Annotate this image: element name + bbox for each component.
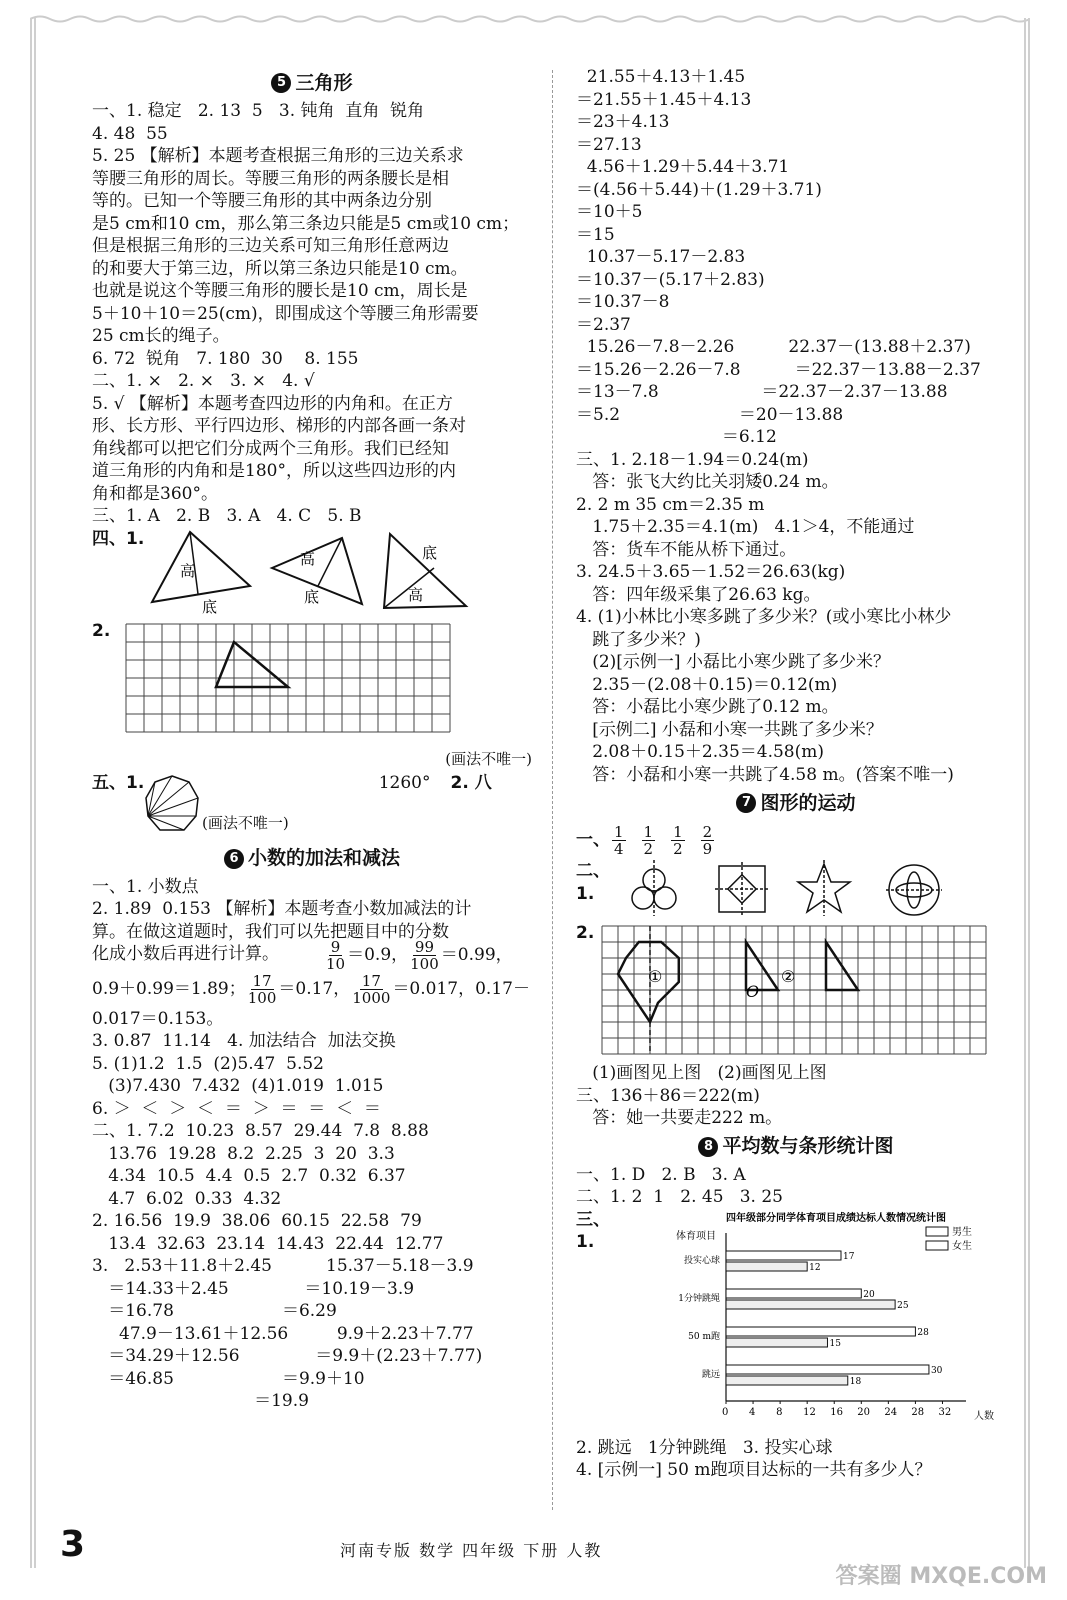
section-number-badge: 7 (736, 793, 756, 813)
fraction-17-1000: $\frac{17}{1000}$ (352, 972, 391, 1007)
section-title: 平均数与条形统计图 (722, 1135, 894, 1158)
equation-text: ＝0.17， (278, 979, 351, 1000)
text-line: 4. [示例一] 50 m跑项目达标的一共有多少人？ (576, 1460, 932, 1480)
section-7-heading (576, 786, 1016, 820)
text-line: ＝21.55＋1.45＋4.13 (576, 89, 752, 110)
text-line: 角和都是360°。 (92, 483, 218, 504)
text-line: 也就是说这个等腰三角形的腰长是10 cm，周长是 (92, 281, 468, 301)
question-label: 三、1. (576, 1209, 610, 1252)
polygon-row (92, 772, 532, 842)
text-line: ＝6.12 (576, 427, 777, 447)
bar-boys (726, 1251, 841, 1260)
text-line: 答：张飞大约比关羽矮0.24 m。 (576, 472, 839, 492)
section-6-answers-b (92, 1008, 532, 1413)
text-line: 2. 1.89 0.153 【解析】本题考查小数加减法的计 (92, 899, 472, 919)
chart-xlabel: 人数 (974, 1410, 994, 1422)
legend-label: 男生 (952, 1226, 972, 1238)
text-line: ＝15.26－2.26－7.8 ＝22.37－13.88－2.37 (576, 359, 981, 380)
legend-label: 女生 (952, 1240, 972, 1252)
bar-value-label: 28 (917, 1327, 929, 1338)
text-line: 47.9－13.61＋12.56 9.9＋2.23＋7.77 (92, 1323, 474, 1344)
shape-2-label: ② (781, 967, 796, 986)
x-tick-label: 0 (722, 1406, 729, 1418)
bar-value-label: 15 (829, 1338, 841, 1349)
text-line: 4. (1)小林比小寒多跳了多少米？(或小寒比小林少 (576, 607, 952, 627)
text-line: 3. 24.5＋3.65－1.52＝26.63(kg) (576, 562, 846, 582)
text-line: ＝15 (576, 224, 615, 245)
equation-text: ＝0.017，0.17－ (392, 979, 530, 1000)
text-line: ＝13－7.8 ＝22.37－2.37－13.88 (576, 382, 948, 402)
angle-sum: 1260° (378, 772, 431, 793)
text-line: ＝14.33＋2.45 ＝10.19－3.9 (92, 1278, 415, 1299)
text-line: 10.37－5.17－2.83 (576, 247, 746, 267)
bar-value-label: 18 (849, 1376, 862, 1387)
equation-text: ＝0.99， (440, 945, 513, 966)
text-line: 13.76 19.28 8.2 2.25 3 20 3.3 (92, 1143, 395, 1164)
text-line: 三、1. 2.18－1.94＝0.24(m) (576, 449, 809, 470)
bar-boys (726, 1289, 861, 1298)
bar-value-label: 17 (843, 1251, 855, 1262)
bar-value-label: 30 (930, 1365, 943, 1376)
text-line: 答：小磊比小寒少跳了0.12 m。 (576, 697, 839, 717)
section-8-heading (576, 1130, 1016, 1164)
text-line: 二、1. × 2. × 3. × 4. √ (92, 371, 315, 391)
text-line: 4.34 10.5 4.4 0.5 2.7 0.32 6.37 (92, 1166, 406, 1186)
tri-label-1: 高 (180, 561, 196, 580)
section-5-answers (92, 100, 532, 528)
text-line: 答：四年级采集了26.63 kg。 (576, 584, 821, 605)
question-label: 二、1. (576, 861, 610, 904)
fraction-4: $\frac{2}{9}$ (702, 822, 713, 858)
text-line: ＝27.13 (576, 134, 642, 155)
x-tick-label: 32 (938, 1406, 952, 1418)
text-line: 答：她一共要走222 m。 (576, 1108, 783, 1128)
rotation-center-label: O (746, 982, 760, 1001)
shape-1-label: ① (648, 967, 663, 986)
legend-swatch (926, 1241, 948, 1250)
fraction-1: $\frac{1}{4}$ (614, 822, 624, 858)
text-line: (1)画图见上图 (2)画图见上图 (576, 1063, 827, 1083)
text-line: 答：小磊和小寒一共跳了4.58 m。(答案不唯一) (576, 764, 954, 785)
left-column (92, 66, 532, 1413)
category-label: 1分钟跳绳 (678, 1293, 720, 1304)
text-line: 但是根据三角形的三边关系可知三角形任意两边 (92, 236, 449, 256)
section-number-badge: 8 (698, 1137, 718, 1157)
text-line: (2)[示例一] 小磊比小寒少跳了多少米？ (576, 652, 890, 672)
section-title: 图形的运动 (760, 791, 856, 814)
x-tick-label: 4 (749, 1406, 756, 1418)
question-label: 四、1. (92, 528, 145, 549)
text-line: 等的。已知一个等腰三角形的其中两条边分别 (92, 191, 432, 211)
text-line: ＝34.29＋12.56 ＝9.9＋(2.23＋7.77) (92, 1346, 483, 1366)
text-line: 答：货车不能从桥下通过。 (576, 539, 797, 560)
text-line: ＝10.37－(5.17＋2.83) (576, 269, 765, 290)
bar-girls (726, 1300, 895, 1309)
text-line: ＝23＋4.13 (576, 112, 670, 132)
category-label: 投实心球 (683, 1255, 720, 1266)
nonagon-figure (142, 772, 202, 836)
text-line: 一、1. D 2. B 3. A (576, 1164, 746, 1185)
text-line: 5. √ 【解析】本题考查四边形的内角和。在正方 (92, 393, 453, 414)
equation-text: 0.9＋0.99＝1.89； (92, 979, 246, 1000)
text-line: 4.7 6.02 0.33 4.32 (92, 1188, 282, 1209)
text-line: 形、长方形、平行四边形、梯形的内部各画一条对 (92, 416, 466, 436)
text-line: 一、1. 稳定 2. 13 5 3. 钝角 直角 锐角 (92, 101, 425, 121)
text-line: 2. 跳远 1分钟跳绳 3. 投实心球 (576, 1437, 833, 1458)
section-8-answers-a (576, 1164, 1016, 1209)
transform-grid-figure (598, 922, 998, 1058)
question-label: 五、1. (92, 772, 145, 793)
text-line: 等腰三角形的周长。等腰三角形的两条腰长是相 (92, 168, 449, 189)
x-tick-label: 20 (857, 1406, 871, 1418)
x-tick-label: 28 (911, 1406, 925, 1418)
column-divider (552, 70, 553, 1510)
watermark: 答案圈 MXQE.COM (835, 1564, 1047, 1589)
bar-value-label: 25 (897, 1300, 909, 1311)
tri-label-3: 高 (300, 549, 316, 568)
fraction-line-1 (324, 940, 532, 972)
text-line: ＝19.9 (92, 1391, 309, 1411)
text-line: 2.35－(2.08＋0.15)＝0.12(m) (576, 674, 838, 695)
chart-ylabel: 体育项目 (676, 1230, 716, 1242)
drawing-note-2: (画法不唯一) (202, 813, 289, 832)
bar-chart (626, 1209, 1016, 1435)
text-line: 13.4 32.63 23.14 14.43 22.44 12.77 (92, 1233, 444, 1254)
text-line: 三、136＋86＝222(m) (576, 1085, 760, 1106)
fraction-line-2 (92, 972, 532, 1008)
text-line: 三、1. A 2. B 3. A 4. C 5. B (92, 506, 362, 526)
text-line: (3)7.430 7.432 (4)1.019 1.015 (92, 1076, 384, 1096)
fraction-3: $\frac{1}{2}$ (673, 822, 683, 858)
bar-value-label: 12 (809, 1262, 821, 1273)
grid-triangle-figure (114, 620, 514, 744)
text-line: [示例二] 小磊和小寒一共跳了多少米？ (576, 719, 883, 740)
text-line: 4. 48 55 (92, 123, 168, 144)
text-line: 25 cm长的绳子。 (92, 326, 230, 346)
text-line: ＝46.85 ＝9.9＋10 (92, 1368, 365, 1389)
x-tick-label: 12 (803, 1406, 816, 1418)
x-tick-label: 16 (830, 1406, 843, 1418)
text-line: 21.55＋4.13＋1.45 (576, 67, 746, 87)
text-line: ＝10＋5 (576, 202, 643, 222)
bar-boys (726, 1327, 915, 1336)
bar-chart-row (576, 1209, 1016, 1437)
bar-girls (726, 1262, 807, 1271)
section-title: 三角形 (295, 71, 353, 94)
question-label: 2. (576, 923, 595, 943)
page-number: 3 (60, 1524, 86, 1565)
text-line: 2.08＋0.15＋2.35＝4.58(m) (576, 742, 825, 762)
triangle-heights-figure (132, 528, 522, 620)
section-number-badge: 6 (224, 849, 244, 869)
bar-girls (726, 1376, 848, 1385)
text-line: 5. 25 【解析】本题考查根据三角形的三边关系求 (92, 146, 464, 166)
section-7-answers (576, 1062, 1016, 1130)
text-line: ＝(4.56＋5.44)＋(1.29＋3.71) (576, 179, 822, 200)
symmetry-fractions (576, 820, 1016, 860)
text-line: 6. ＞ ＜ ＞ ＜ ＝ ＞ ＝ ＝ ＜ ＝ (92, 1098, 381, 1119)
equation-text: ＝0.9， (347, 945, 409, 966)
question-label: 一、 (576, 829, 610, 850)
footer-text: 河南专版 数学 四年级 下册 人教 (340, 1541, 603, 1560)
category-label: 跳远 (701, 1369, 720, 1380)
section-title: 小数的加法和减法 (247, 847, 400, 870)
category-label: 50 m跑 (688, 1331, 720, 1342)
bar-girls (726, 1338, 827, 1347)
section-6-heading (92, 842, 532, 876)
text-line: 2. 2 m 35 cm＝2.35 m (576, 494, 765, 515)
text-line: 化成小数后再进行计算。 (92, 944, 279, 964)
section-5-heading (92, 66, 532, 100)
text-line: 3. 0.87 11.14 4. 加法结合 加法交换 (92, 1031, 396, 1051)
fraction-99-100: $\frac{99}{100}$ (410, 938, 439, 973)
triangle-heights-row (92, 528, 532, 620)
text-line: 5＋10＋10＝25(cm)，即围成这个等腰三角形需要 (92, 303, 479, 324)
x-tick-label: 8 (776, 1406, 783, 1418)
tri-label-5: 底 (422, 543, 438, 562)
grid-triangle-row (92, 620, 532, 748)
section-number-badge: 5 (271, 73, 291, 93)
tri-label-6: 高 (408, 585, 424, 604)
text-line: 二、1. 2 1 2. 45 3. 25 (576, 1187, 783, 1207)
text-line: ＝10.37－8 (576, 292, 670, 312)
text-line: 跳了多少米？) (576, 629, 701, 650)
text-line: 1.75＋2.35＝4.1(m) 4.1＞4，不能通过 (576, 517, 915, 537)
text-line: 0.017＝0.153。 (92, 1008, 224, 1029)
question-label: 2. (92, 620, 111, 641)
section-8-answers-b (576, 1437, 1016, 1482)
page-footer (60, 1524, 760, 1570)
text-line: 5. (1)1.2 1.5 (2)5.47 5.52 (92, 1053, 324, 1074)
symmetry-shapes-figure (624, 860, 954, 920)
text-line: ＝16.78 ＝6.29 (92, 1301, 337, 1321)
bar-value-label: 20 (863, 1289, 875, 1300)
transform-grid-row (576, 922, 1016, 1062)
text-line: ＝5.2 ＝20－13.88 (576, 404, 844, 425)
text-line: 道三角形的内角和是180°，所以这些四边形的内 (92, 461, 456, 481)
text-line: 二、1. 7.2 10.23 8.57 29.44 7.8 8.88 (92, 1121, 429, 1141)
bar-boys (726, 1365, 929, 1374)
text-line: 是5 cm和10 cm，那么第三条边只能是5 cm或10 cm； (92, 213, 520, 234)
text-line: 15.26－7.8－2.26 22.37－(13.88＋2.37) (576, 337, 971, 357)
fraction-9-10: $\frac{9}{10}$ (326, 938, 346, 973)
text-line: 2. 16.56 19.9 38.06 60.15 22.58 79 (92, 1211, 422, 1231)
text-line: 4.56＋1.29＋5.44＋3.71 (576, 157, 790, 177)
text-line: 的和要大于第三边，所以第三条边只能是10 cm。 (92, 258, 468, 279)
answer-5-2: 2. 八 (450, 772, 492, 793)
text-line: 角线都可以把它们分成两个三角形。我们已经知 (92, 438, 449, 459)
symmetry-shapes-row (576, 860, 1016, 922)
text-line: 一、1. 小数点 (92, 876, 199, 897)
legend-swatch (926, 1227, 948, 1236)
right-column (576, 66, 1016, 1482)
drawing-note: (画法不唯一) (445, 749, 532, 768)
fraction-17-100: $\frac{17}{100}$ (247, 972, 277, 1007)
chart-title: 四年级部分同学体育项目成绩达标人数情况统计图 (726, 1212, 946, 1224)
tri-label-4: 底 (304, 587, 320, 606)
text-line: 6. 72 锐角 7. 180 30 8. 155 (92, 348, 359, 369)
section-6-continued (576, 66, 1016, 786)
text-line: 3. 2.53＋11.8＋2.45 15.37－5.18－3.9 (92, 1256, 474, 1276)
tri-label-2: 底 (202, 597, 218, 616)
fraction-2: $\frac{1}{2}$ (643, 822, 654, 858)
text-line: 算。在做这道题时，我们可以先把题目中的分数 (92, 921, 449, 942)
text-line: ＝2.37 (576, 314, 631, 335)
x-tick-label: 24 (884, 1406, 898, 1418)
